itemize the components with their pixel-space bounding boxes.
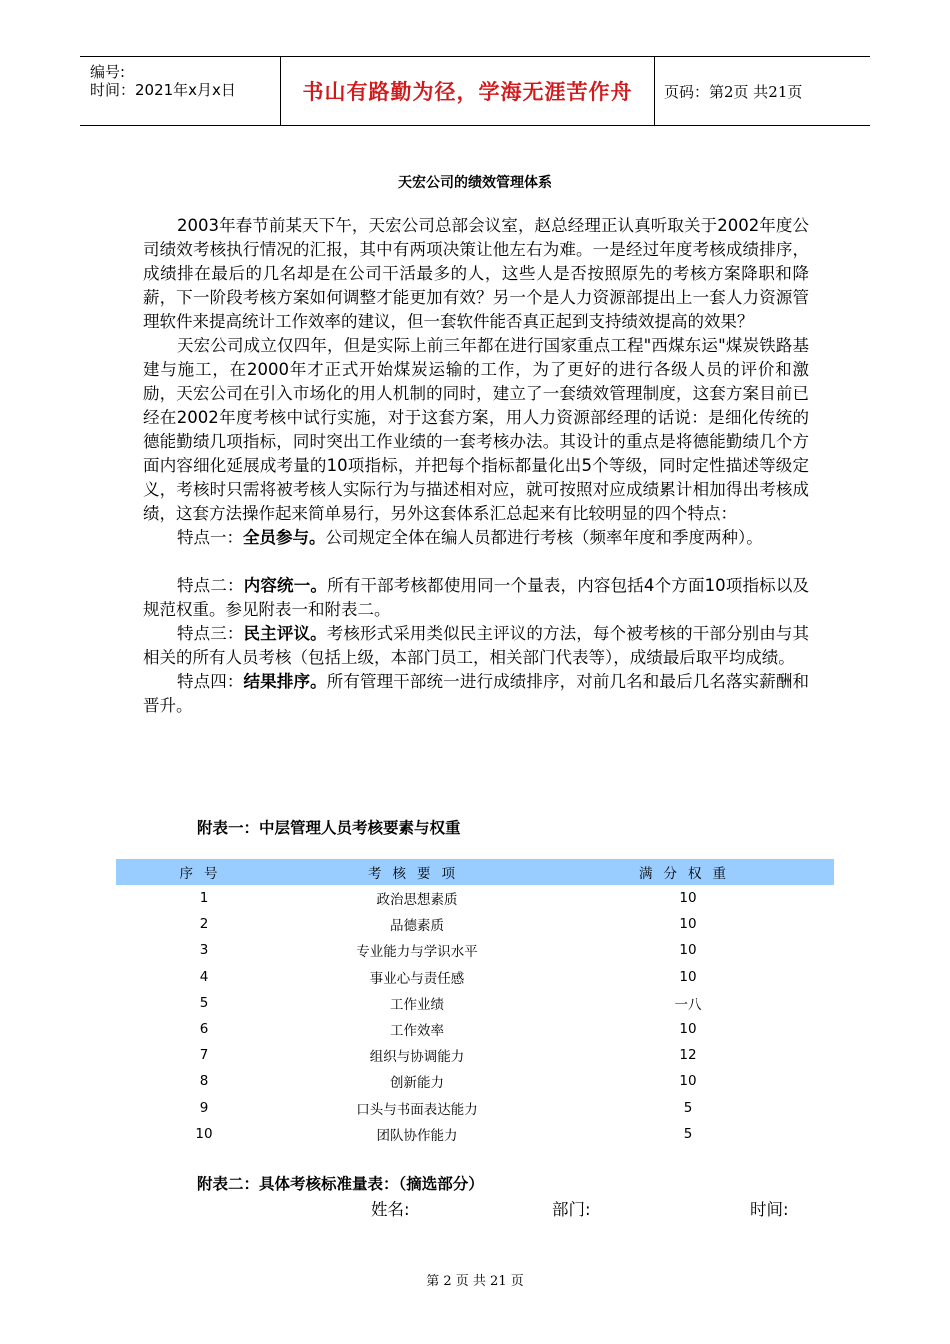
cell-index: 6 xyxy=(199,1021,209,1038)
feature-item xyxy=(143,670,809,718)
cell-index: 9 xyxy=(199,1099,209,1116)
cell-index: 2 xyxy=(199,916,209,933)
table-row xyxy=(116,885,834,911)
document-number-label: 编号: xyxy=(90,63,126,81)
paragraph-gap xyxy=(143,550,809,574)
cell-weight: 5 xyxy=(683,1099,693,1116)
cell-item: 事业心与责任感 xyxy=(369,970,465,987)
table-row xyxy=(116,937,834,963)
table-row xyxy=(116,964,834,990)
cell-weight: 10 xyxy=(679,916,697,933)
table1-caption: 附表一：中层管理人员考核要素与权重 xyxy=(197,819,461,837)
cell-weight: 10 xyxy=(679,890,697,907)
feature-text: 所有干部考核都使用同一个量表，内容包括4个方面10项指标以及规范权重。参见附表一和附表二。 xyxy=(143,576,810,619)
table-row xyxy=(116,911,834,937)
feature-heading: 民主评议。 xyxy=(243,624,327,643)
feature-prefix: 特点三： xyxy=(177,624,244,643)
table-row xyxy=(116,1042,834,1068)
header-motto-cell xyxy=(281,57,655,125)
table-row xyxy=(116,990,834,1016)
table-row xyxy=(116,1068,834,1094)
cell-index: 5 xyxy=(199,994,209,1011)
cell-weight: 一八 xyxy=(674,996,702,1013)
cell-weight: 10 xyxy=(679,968,697,985)
cell-item: 工作效率 xyxy=(390,1023,444,1040)
table-header-row xyxy=(116,859,834,885)
form-dept-label: 部门: xyxy=(552,1200,591,1219)
feature-text: 考核形式采用类似民主评议的方法，每个被考核的干部分别由与其相关的所有人员考核（包括上级，本部门员工，相关部门代表等），成绩最后取平均成绩。 xyxy=(143,624,810,667)
table-row xyxy=(116,1121,834,1147)
cell-index: 1 xyxy=(199,890,209,907)
column-header-index: 序号 xyxy=(116,859,292,885)
feature-prefix: 特点一： xyxy=(177,528,243,547)
document-time-label: 时间：2021年x月x日 xyxy=(90,81,236,99)
cell-index: 10 xyxy=(195,1125,213,1142)
feature-item xyxy=(143,574,809,622)
document-body xyxy=(143,214,809,718)
table-row xyxy=(116,1095,834,1121)
form-time-label: 时间: xyxy=(750,1200,789,1219)
paragraph-background: 天宏公司成立仅四年，但是实际上前三年都在进行国家重点工程"西煤东运"煤炭铁路基建与施工，在2000年才正式开始煤炭运输的工作，为了更好的进行各级人员的评价和激励，天宏公司在引入市场化的用人机制的同时，建立了一套绩效管理制度，这套方案目前已经在2002年度考核中试行实施，对于这套方案，用人力资源部经理的话说：是细化传统的德能勤绩几项指标，同时突出工作业绩的一套考核办法。其设计的重点是将德能勤绩几个方面内容细化延展成考量的10项指标，并把每个指标都量化出5个等级，同时定性描述等级定义，考核时只需将被考核人实际行为与描述相对应，就可按照对应成绩累计相加得出考核成绩，这套方法操作起来简单易行，另外这套体系汇总起来有比较明显的四个特点： xyxy=(143,336,809,523)
feature-text: 所有管理干部统一进行成绩排序，对前几名和最后几名落实薪酬和晋升。 xyxy=(143,672,810,715)
cell-item: 品德素质 xyxy=(390,918,444,935)
column-header-weight: 满分权重 xyxy=(542,859,834,885)
feature-heading: 结果排序。 xyxy=(243,672,327,691)
feature-item xyxy=(143,526,809,550)
cell-weight: 10 xyxy=(679,942,697,959)
cell-item: 组织与协调能力 xyxy=(369,1049,465,1066)
page-footer: 第 2 页 共 21 页 xyxy=(426,1274,524,1289)
header-meta-cell xyxy=(80,57,281,125)
cell-index: 3 xyxy=(199,942,209,959)
feature-heading: 内容统一。 xyxy=(243,576,328,595)
feature-text: 公司规定全体在编人员都进行考核（频率年度和季度两种）。 xyxy=(325,528,763,547)
cell-item: 工作业绩 xyxy=(390,996,444,1013)
document-title: 天宏公司的绩效管理体系 xyxy=(398,175,552,191)
cell-weight: 10 xyxy=(679,1021,697,1038)
cell-item: 政治思想素质 xyxy=(376,892,458,909)
feature-prefix: 特点四： xyxy=(177,672,244,691)
header-page-info: 页码：第2页 共21页 xyxy=(664,82,803,101)
cell-weight: 10 xyxy=(679,1073,697,1090)
cell-weight: 5 xyxy=(683,1125,693,1142)
cell-item: 专业能力与学识水平 xyxy=(356,944,478,961)
form-name-label: 姓名: xyxy=(371,1200,410,1219)
feature-heading: 全员参与。 xyxy=(243,528,326,547)
cell-index: 4 xyxy=(199,968,209,985)
table-row xyxy=(116,1016,834,1042)
header-page-cell xyxy=(655,57,870,125)
column-header-item: 考核要项 xyxy=(292,859,542,885)
feature-prefix: 特点二： xyxy=(177,576,244,595)
table2-caption: 附表二：具体考核标准量表：（摘选部分） xyxy=(197,1175,484,1193)
cell-item: 口头与书面表达能力 xyxy=(356,1101,478,1118)
cell-item: 团队协作能力 xyxy=(376,1127,458,1144)
cell-index: 7 xyxy=(199,1047,209,1064)
feature-item xyxy=(143,622,809,670)
paragraph-intro: 2003年春节前某天下午，天宏公司总部会议室，赵总经理正认真听取关于2002年度公司绩效考核执行情况的汇报，其中有两项决策让他左右为难。一是经过年度考核成绩排序，成绩排在最后的几名却是在公司干活最多的人，这些人是否按照原先的考核方案降职和降薪，下一阶段考核方案如何调整才能更加有效？另一个是人力资源部提出上一套人力资源管理软件来提高统计工作效率的建议，但一套软件能否真正起到支持绩效提高的效果？ xyxy=(143,216,809,331)
cell-index: 8 xyxy=(199,1073,209,1090)
page-header xyxy=(80,56,870,126)
cell-weight: 12 xyxy=(679,1047,697,1064)
header-motto: 书山有路勤为径，学海无涯苦作舟 xyxy=(302,79,633,104)
weights-table xyxy=(116,859,834,1147)
cell-item: 创新能力 xyxy=(390,1075,444,1092)
